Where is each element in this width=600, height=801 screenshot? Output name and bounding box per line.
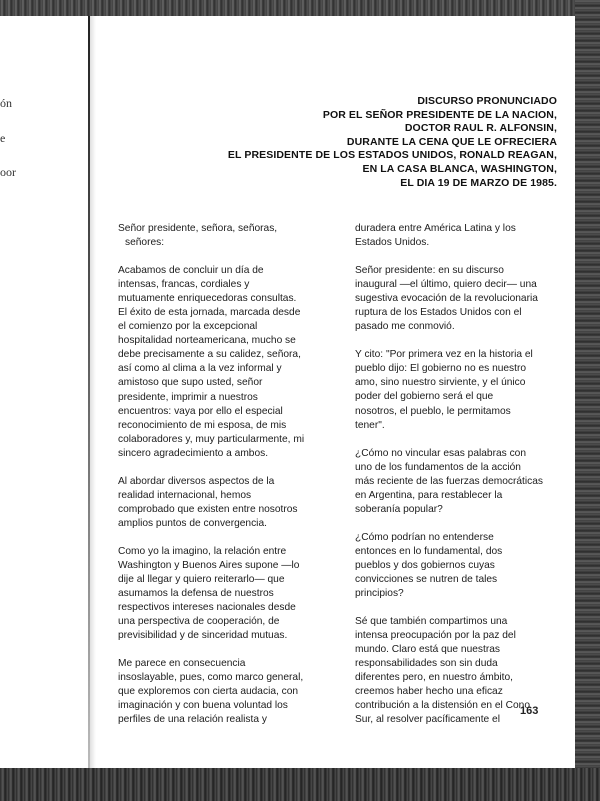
left-text-column xyxy=(118,222,318,742)
paragraph: Acabamos de concluir un día de intensas, francas, cordiales y mutuamente enriquecedoras consultas. El éxito de esta jornada, marcada desde el comienzo por la excepcional hospitalidad norteamericana, mucho se debe precisamente a su calidez, señora, así como al clima a la vez informal y amistoso que supo usted, señor presidente, imprimir a nuestros encuentros: vaya por ello el especial reconocimiento de mi esposa, de mis colaboradores y, muy particularmente, mi sincero agradecimiento a ambos. xyxy=(118,265,305,459)
paragraph: Como yo la imagino, la relación entre Washington y Buenos Aires supone —lo dije al llegar y quiero reiterarlo— que asumamos la defensa de nuestros respectivos intereses nacionales desde una perspectiva de cooperación, de previsibilidad y de sinceridad mutuas. xyxy=(118,545,300,642)
heading-line: DURANTE LA CENA QUE LE OFRECIERA xyxy=(346,135,557,148)
scan-edge-bottom xyxy=(0,768,600,801)
facing-page-fragment: oor xyxy=(0,165,16,179)
paragraph-salutation: Señor presidente, señora, señoras, señores: xyxy=(118,223,278,249)
heading-line: DOCTOR RAUL R. ALFONSIN, xyxy=(404,122,557,135)
paragraph-quote: Y cito: "Por primera vez en la historia el pueblo dijo: El gobierno no es nuestro amo, sino nuestro sirviente, y el único poder del gobierno será el que nosotros, el pueblo, le permitamos tener". xyxy=(355,349,533,431)
paragraph: ¿Cómo podrían no entenderse entonces en lo fundamental, dos pueblos y dos gobiernos cuyas convicciones se nutren de tales principios? xyxy=(355,531,503,600)
paragraph: Sé que también compartimos una intensa preocupación por la paz del mundo. Claro está que nuestras responsabilidades son sin duda diferentes pero, en nuestro ámbito, creemos haber hecho una eficaz contribución a la distensión en el Cono Sur, al resolver pacíficamente el xyxy=(355,616,530,726)
book-spine-shadow xyxy=(90,16,96,768)
paragraph: Me parece en consecuencia insoslayable, pues, como marco general, que exploremos con cierta audacia, con imaginación y con buena voluntad los perfiles de una relación realista y xyxy=(118,658,304,726)
right-text-column xyxy=(355,222,555,741)
paragraph: Señor presidente: en su discurso inaugural —el último, quiero decir— una sugestiva evocación de la revolucionaria ruptura de los Estados Unidos con el pasado me conmovió. xyxy=(355,265,538,333)
scan-edge-right xyxy=(575,0,600,801)
heading-line: EL PRESIDENTE DE LOS ESTADOS UNIDOS, RONALD REAGAN, xyxy=(227,149,557,162)
heading-line: DISCURSO PRONUNCIADO xyxy=(417,95,557,107)
facing-page-fragment: e xyxy=(0,131,6,145)
paragraph: Al abordar diversos aspectos de la realidad internacional, hemos comprobado que existen entre nosotros amplios puntos de convergencia. xyxy=(118,475,298,529)
heading-line: EN LA CASA BLANCA, WASHINGTON, xyxy=(362,162,557,175)
heading-line: EL DIA 19 DE MARZO DE 1985. xyxy=(400,176,557,189)
document-heading xyxy=(197,95,557,190)
scan-edge-top xyxy=(0,0,600,16)
paragraph: ¿Cómo no vincular esas palabras con uno de los fundamentos de la acción más reciente de las fuerzas democráticas en Argentina, para restablecer la soberanía popular? xyxy=(355,447,543,515)
page-number: 163 xyxy=(520,705,539,717)
facing-page-fragment: ón xyxy=(0,96,12,110)
heading-line: POR EL SEÑOR PRESIDENTE DE LA NACION, xyxy=(322,108,557,121)
paragraph: duradera entre América Latina y los Estados Unidos. xyxy=(355,223,516,249)
